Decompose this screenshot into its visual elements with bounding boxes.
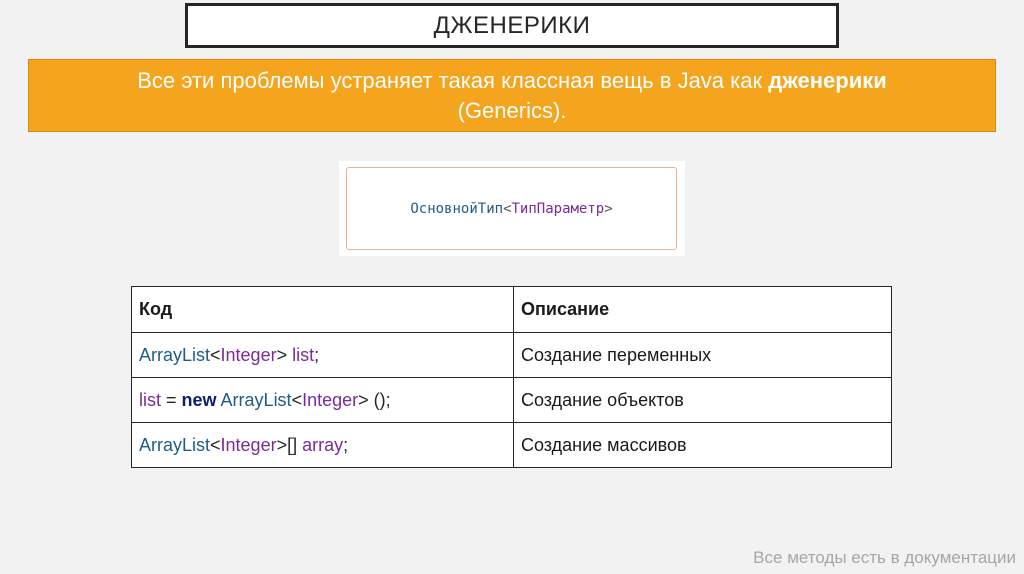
generics-usage-table	[131, 286, 892, 468]
code-token: ;	[314, 344, 320, 365]
code-token: ArrayList	[220, 389, 292, 410]
syntax-close-bracket: >	[604, 200, 613, 217]
code-token: ArrayList	[139, 434, 211, 455]
syntax-open-bracket: <	[503, 200, 512, 217]
header-description: Описание	[514, 287, 892, 333]
code-token: >	[276, 344, 293, 365]
code-token: <	[210, 344, 221, 365]
code-token: Integer	[220, 434, 277, 455]
code-cell	[132, 423, 514, 468]
syntax-card	[346, 167, 677, 250]
table-row	[132, 423, 892, 468]
header-code: Код	[132, 287, 514, 333]
code-cell	[132, 333, 514, 378]
slide-title	[185, 3, 839, 48]
code-token: list	[139, 389, 161, 410]
code-token: ArrayList	[139, 344, 211, 365]
syntax-base-type: ОсновнойТип	[410, 200, 504, 217]
code-token: Integer	[302, 389, 359, 410]
syntax-figure	[339, 161, 685, 256]
description-cell: Создание переменных	[514, 333, 892, 378]
code-token: >[]	[276, 434, 303, 455]
code-token: array	[302, 434, 344, 455]
highlight-banner	[28, 59, 996, 132]
code-token: <	[291, 389, 303, 410]
code-token: ;	[343, 434, 349, 455]
table-header-row	[132, 287, 892, 333]
slide-title-text: ДЖЕНЕРИКИ	[433, 11, 591, 39]
banner-text: Все эти проблемы устраняет такая классная вещь в Java как	[137, 68, 769, 93]
code-token: list	[292, 344, 315, 365]
table-row	[132, 378, 892, 423]
description-cell: Создание объектов	[514, 378, 892, 423]
code-token: <	[210, 434, 221, 455]
code-token: Integer	[220, 344, 277, 365]
code-token: > ();	[358, 389, 391, 410]
table-row	[132, 333, 892, 378]
footer-note: Все методы есть в документации	[753, 548, 1016, 567]
code-token: =	[161, 389, 182, 410]
code-cell	[132, 378, 514, 423]
code-token: new	[181, 389, 217, 410]
banner-text-second-line: (Generics).	[457, 98, 567, 123]
banner-bold-text: дженерики	[768, 68, 887, 93]
description-cell: Создание массивов	[514, 423, 892, 468]
syntax-type-param: ТипПараметр	[511, 200, 605, 217]
